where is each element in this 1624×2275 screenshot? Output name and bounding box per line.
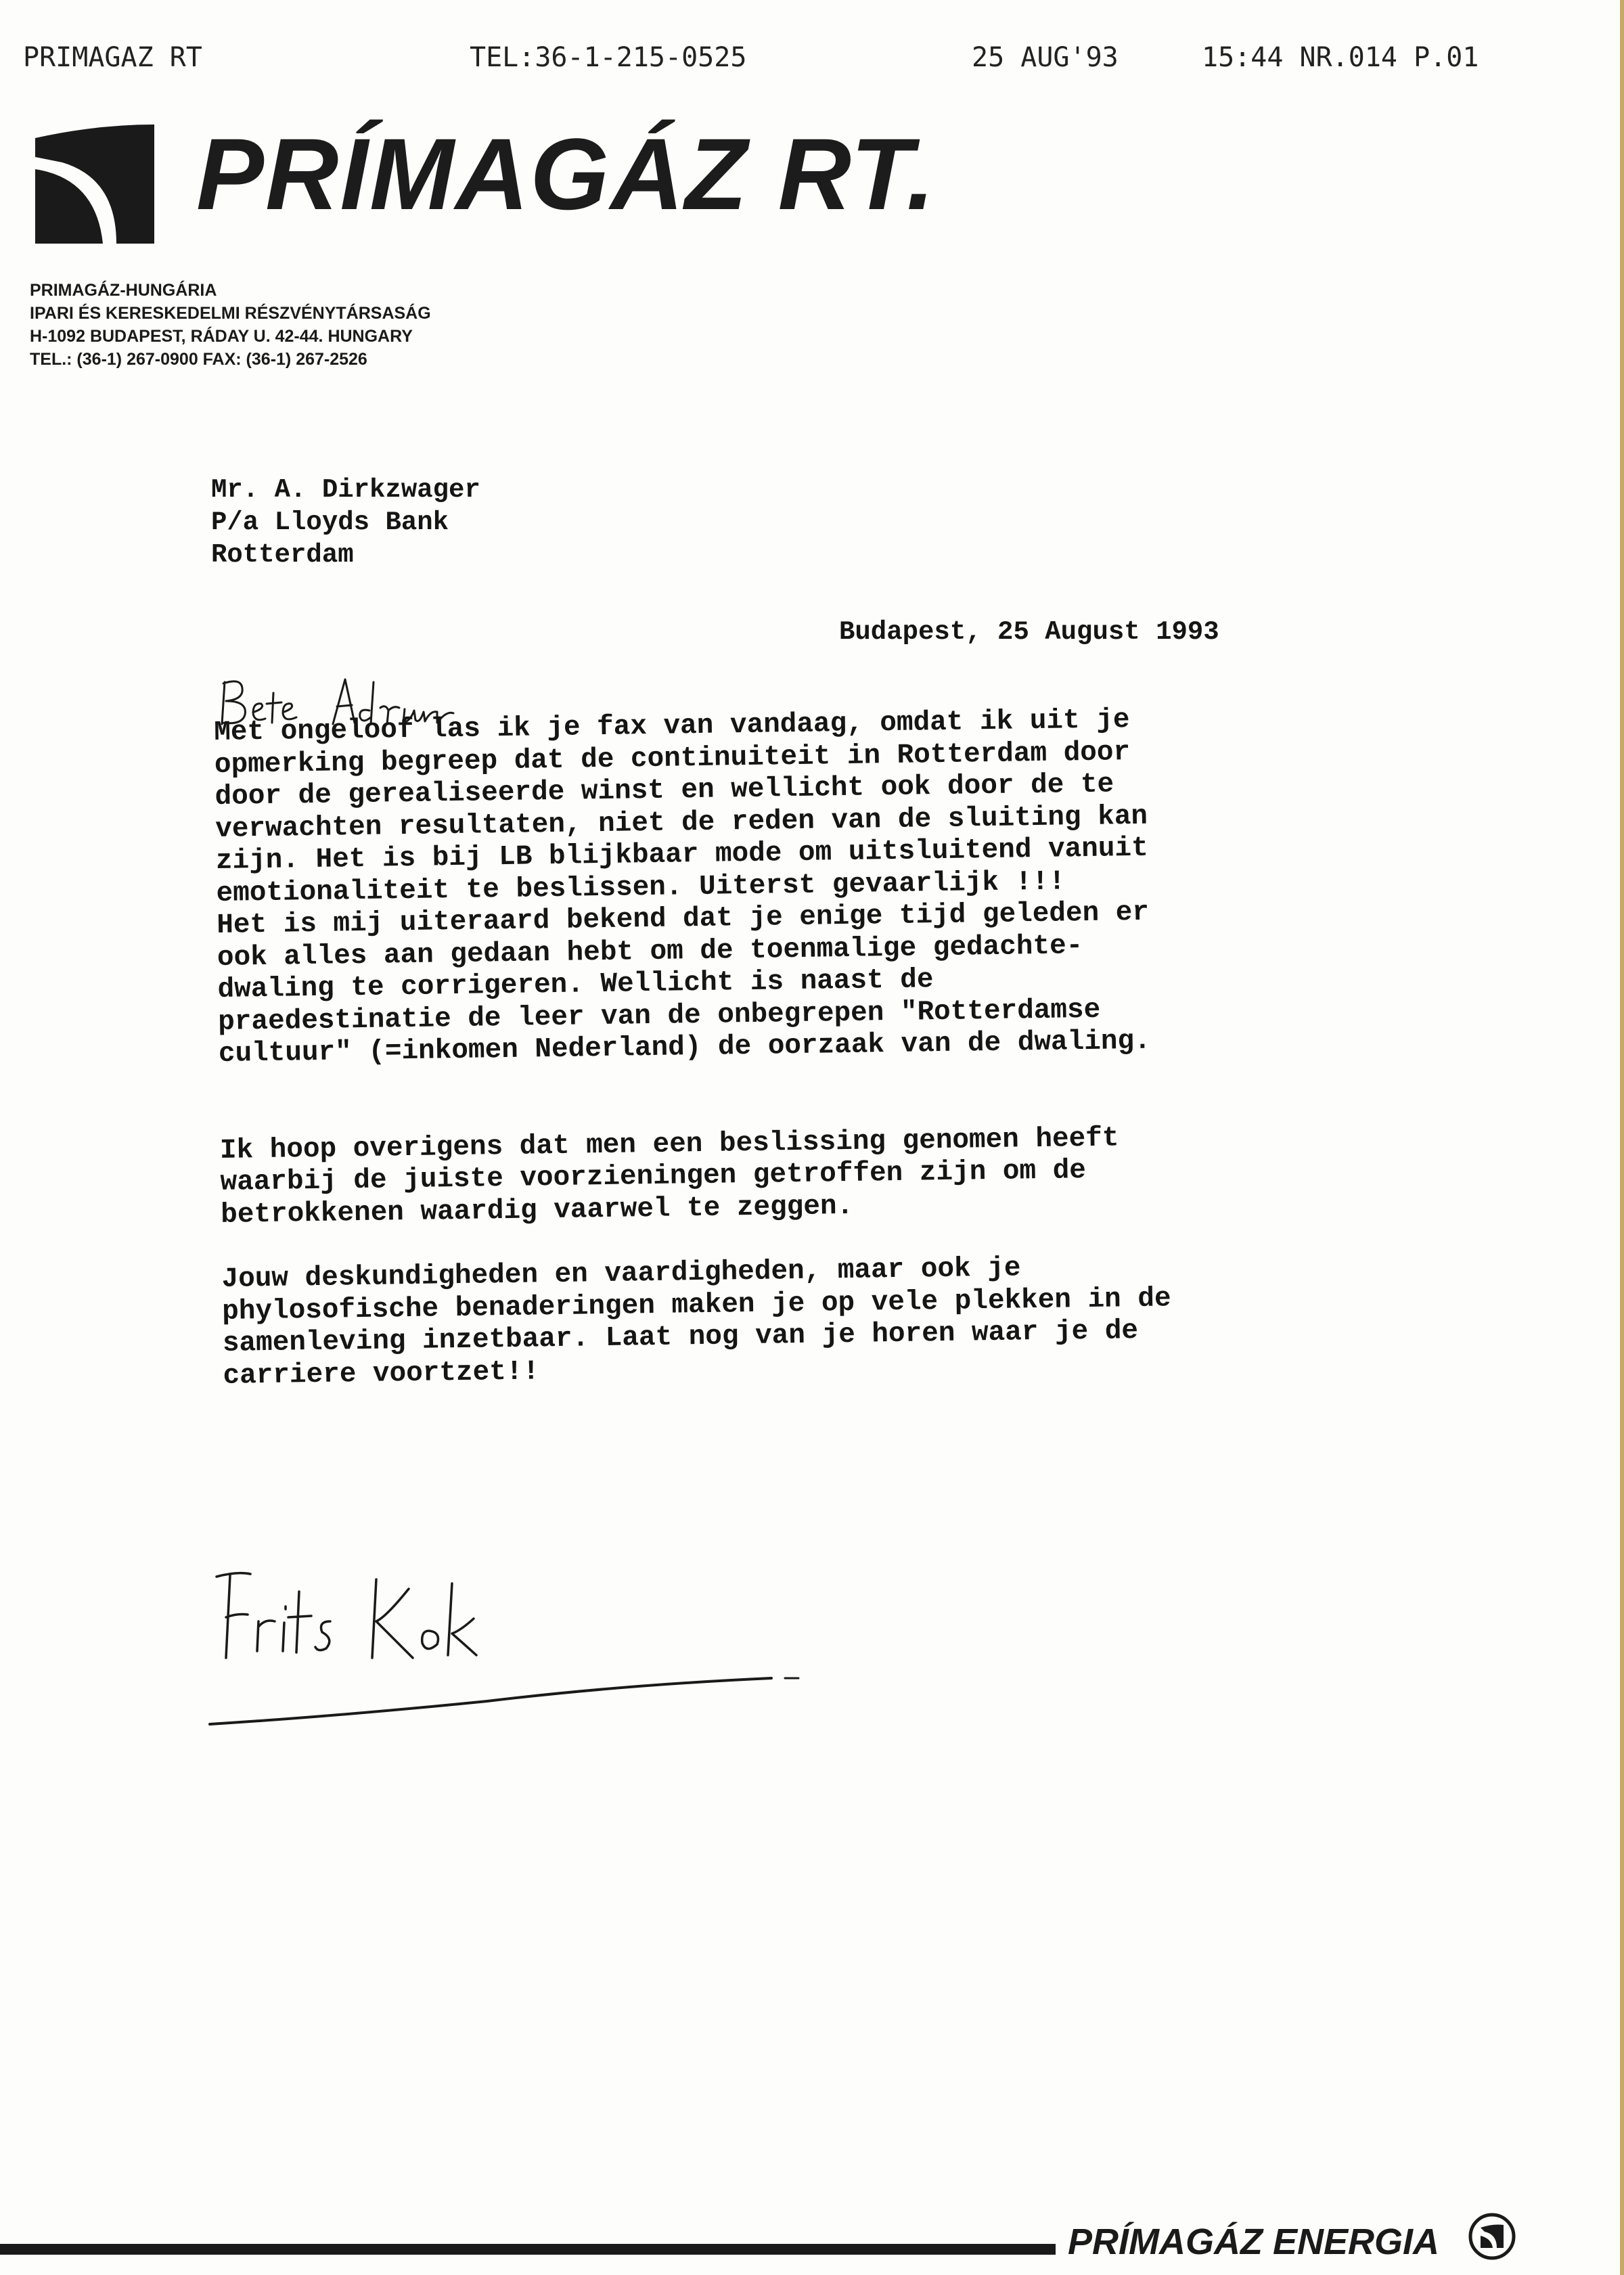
body-line: opmerking begreep dat de continuiteit in Rotterdam door	[214, 736, 1131, 781]
body-line: door de gerealiseerde winst en wellicht ook door de te	[215, 769, 1114, 813]
recipient-line: Rotterdam	[211, 540, 354, 570]
body-line: verwachten resultaten, niet de reden van de sluiting kan	[215, 801, 1148, 845]
body-line: Met ongeloof las ik je fax van vandaag, omdat ik uit je	[214, 704, 1130, 748]
body-line: dwaling te corrigeren. Wellicht is naast de	[217, 964, 934, 1006]
handwritten-signature	[203, 1556, 812, 1746]
fax-telephone: TEL:36-1-215-0525	[470, 42, 747, 73]
recipient-address	[211, 474, 480, 571]
fax-time-page: 15:44 NR.014 P.01	[1202, 42, 1479, 73]
body-line: carriere voortzet!!	[223, 1355, 540, 1392]
page-edge	[1620, 0, 1624, 2275]
paragraph-2	[220, 1119, 1385, 1232]
company-detail-line: PRIMAGÁZ-HUNGÁRIA	[30, 281, 217, 300]
paragraph-3	[221, 1248, 1386, 1393]
company-detail-line: IPARI ÉS KERESKEDELMI RÉSZVÉNYTÁRSASÁG	[30, 304, 431, 323]
body-line: Jouw deskundigheden en vaardigheden, maar ook je	[221, 1253, 1021, 1295]
body-line: praedestinatie de leer van de onbegrepen "Rotterdamse	[217, 994, 1101, 1038]
primagaz-logo-icon	[35, 125, 154, 244]
fax-sender: PRIMAGAZ RT	[23, 42, 202, 73]
body-line: zijn. Het is bij LB blijkbaar mode om uitsluitend vanuit	[215, 832, 1148, 877]
fax-header	[0, 42, 1624, 83]
body-line: emotionaliteit te beslissen. Uiterst gevaarlijk !!!	[216, 865, 1066, 909]
letter-date: Budapest, 25 August 1993	[839, 617, 1219, 647]
footer-brand: PRÍMAGÁZ ENERGIA	[1068, 2222, 1440, 2262]
company-detail-line: H-1092 BUDAPEST, RÁDAY U. 42-44. HUNGARY	[30, 327, 413, 346]
company-details	[30, 279, 431, 371]
body-line: cultuur" (=inkomen Nederland) de oorzaak van de dwaling.	[218, 1025, 1151, 1070]
body-line: waarbij de juiste voorzieningen getroffen zijn om de	[220, 1155, 1087, 1198]
body-line: ook alles aan gedaan hebt om de toenmalige gedachte-	[217, 930, 1083, 974]
company-name: PRÍMAGÁZ RT.	[196, 117, 937, 231]
recipient-line: P/a Lloyds Bank	[211, 508, 449, 537]
paragraph-1	[214, 701, 1382, 1071]
recipient-line: Mr. A. Dirkzwager	[211, 475, 480, 505]
letter-body	[214, 701, 1387, 1393]
body-line: phylosofische benaderingen maken je op vele plekken in de	[221, 1282, 1171, 1328]
energia-logo-icon	[1468, 2213, 1516, 2260]
footer-rule	[0, 2244, 1056, 2255]
body-line: Ik hoop overigens dat men een beslissing genomen heeft	[219, 1122, 1119, 1167]
fax-date: 25 AUG'93	[972, 42, 1119, 73]
body-line: betrokkenen waardig vaarwel te zeggen.	[220, 1190, 854, 1231]
body-line: samenleving inzetbaar. Laat nog van je horen waar je de	[222, 1315, 1139, 1359]
body-line: Het is mij uiteraard bekend dat je enige tijd geleden er	[216, 897, 1150, 941]
company-detail-line: TEL.: (36-1) 267-0900 FAX: (36-1) 267-2526	[30, 350, 367, 369]
